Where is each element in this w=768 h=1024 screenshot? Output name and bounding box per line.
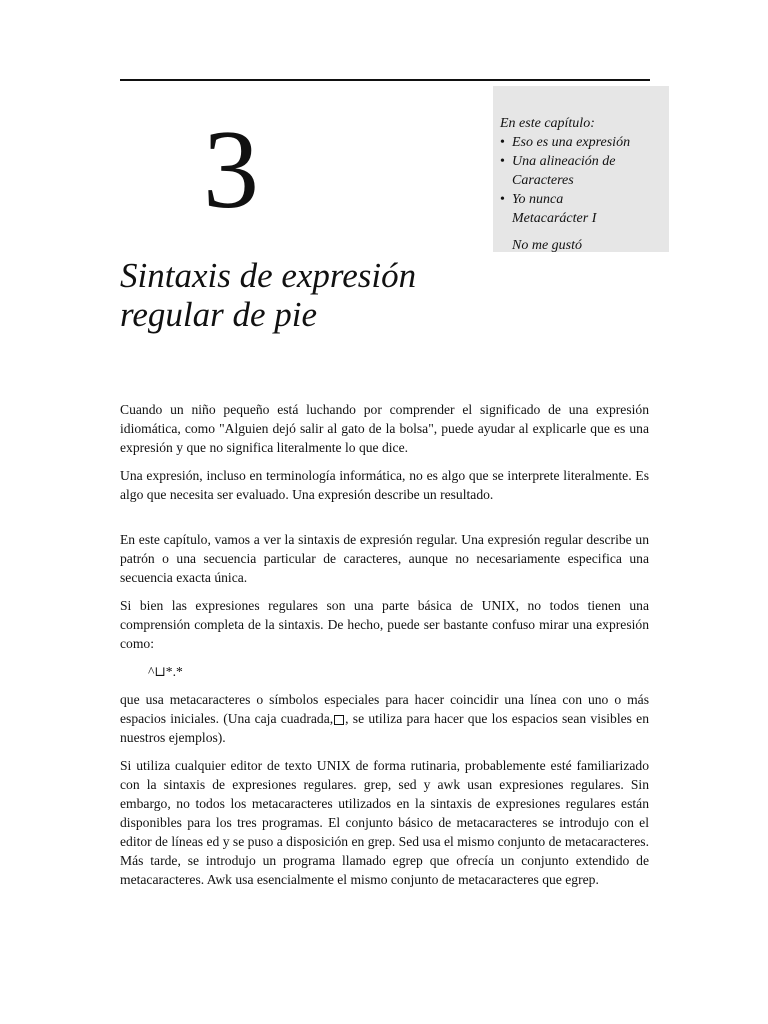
chapter-title: [120, 256, 480, 334]
contents-item-label: Eso es una expresión: [512, 135, 631, 150]
chapter-contents-box: [493, 86, 669, 252]
paragraph: Cuando un niño pequeño está luchando por comprender el significado de una expresión idiomática, como "Alguien dejó salir al gato de la bolsa", puede ayudar al explicarle que es una expresión y que no significa literalmente lo que dice.: [120, 402, 649, 455]
chapter-title-line2: regular de pie: [120, 295, 317, 334]
contents-item-label-cont: Caracteres: [512, 173, 574, 188]
paragraph-part: , se utiliza para hacer que los espacios sean visibles en nuestros ejemplos).: [120, 711, 649, 745]
contents-heading: En este capítulo:: [500, 116, 595, 131]
contents-item-label: Una alineación de: [512, 154, 616, 169]
paragraph: En este capítulo, vamos a ver la sintaxis de expresión regular. Una expresión regular describe un patrón o una secuencia particular de caracteres, aunque no necesariamente especifica una secuencia exacta única.: [120, 532, 649, 585]
contents-item: [500, 190, 663, 228]
chapter-title-line1: Sintaxis de expresión: [120, 256, 417, 295]
paragraph: Si bien las expresiones regulares son una parte básica de UNIX, no todos tienen una comprensión completa de la sintaxis. De hecho, puede ser bastante confuso mirar una expresión como:: [120, 598, 649, 651]
code-example: ^⊔*.*: [148, 664, 183, 679]
header-rule: [120, 79, 650, 81]
contents-item: [500, 133, 663, 152]
bullet-icon: •: [500, 135, 505, 150]
paragraph-part: que usa metacaracteres o símbolos especiales para hacer coincidir una línea con uno o más espacios iniciales. (Una caja cuadrada,: [120, 692, 649, 726]
bullet-icon: •: [500, 192, 505, 207]
chapter-number: 3: [203, 108, 259, 232]
body-text: [120, 400, 649, 898]
bullet-icon: •: [500, 154, 505, 169]
contents-item: [500, 152, 663, 190]
paragraph: Una expresión, incluso en terminología informática, no es algo que se interprete literalmente. Es algo que necesita ser evaluado. Una expresión describe un resultado.: [120, 468, 649, 502]
contents-item-label: Yo nunca: [512, 192, 564, 207]
square-box-icon: [334, 715, 344, 725]
contents-item-label-cont: Metacarácter I: [512, 211, 597, 226]
paragraph: [120, 690, 649, 747]
paragraph: Si utiliza cualquier editor de texto UNIX de forma rutinaria, probablemente esté familiarizado con la sintaxis de expresiones regulares. grep, sed y awk usan expresiones regulares. Sin embargo, no todos los metacaracteres utilizados en la sintaxis de expresiones regulares están disponibles para los tres programas. El conjunto básico de metacaracteres se introdujo con el editor de líneas ed y se puso a disposición en grep. Sed usa el mismo conjunto de metacaracteres. Más tarde, se introdujo un programa llamado egrep que ofrecía un conjunto extendido de metacaracteres. Awk usa esencialmente el mismo conjunto de metacaracteres que egrep.: [120, 758, 649, 887]
contents-extra: No me gustó: [512, 238, 582, 253]
